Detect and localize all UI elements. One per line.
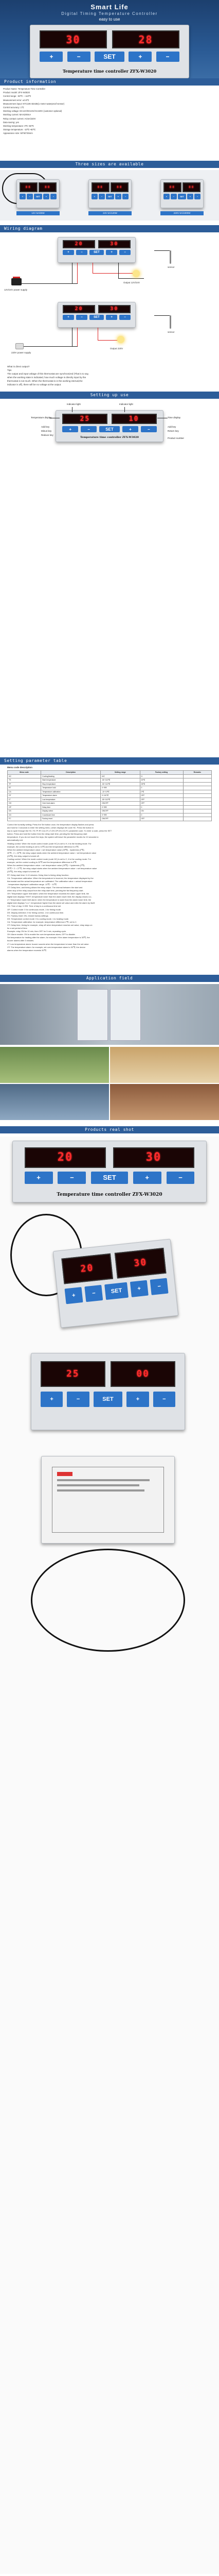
description-line: OH: Alarm enable: ON to enable the over-temperature alarm; OFF to disable.	[7, 933, 76, 936]
table-row	[8, 802, 212, 806]
section-title: Setting up use	[90, 393, 129, 397]
table-cell: Temperature calibration	[41, 790, 101, 794]
table-row	[8, 774, 212, 778]
application-photo-refrigerator	[0, 984, 219, 1045]
size-label-24v: 24V 5A/120W	[88, 211, 132, 215]
note-line: when the working state is indicated, how much voltage is directly input by the	[7, 376, 86, 379]
wiring-caption: 12V/24V power supply	[4, 289, 28, 291]
model-plate: Temperature time controller ZFX-W3020	[62, 68, 157, 74]
wiring-controller-dc: 20 30 + − SET + −	[58, 237, 136, 263]
table-cell: Over heat alarm	[41, 802, 101, 806]
size-product-12v: 88 88 + − SET + −	[16, 179, 60, 208]
description-line: key to cycle through the HC-TS-TP-RT-CA-OT-LT-OH-OP-DS-CD-FC parameter code. To enter a code, press the SET	[7, 829, 112, 833]
description-line: CA: Temperature calibration: for example, temperature difference 2℃, set to 2.	[7, 920, 77, 923]
info-line: Working voltage: DC12V/DC24V/AC220V (customer optional)	[3, 110, 62, 113]
note-tips: Tips	[7, 369, 12, 371]
section-sizes	[0, 161, 219, 168]
table-cell: 0℃	[140, 790, 183, 794]
temperature-display: 30	[40, 30, 106, 48]
table-cell: RT	[8, 786, 41, 790]
table-cell: ON/OFF	[101, 802, 140, 806]
description-line: OP: Control mode: 0 for continuous mode, 1 for timing mode.	[7, 908, 62, 911]
table-row	[8, 805, 212, 809]
wiring-caption: Output 12V/24V	[123, 281, 140, 284]
table-cell	[183, 786, 211, 790]
table-cell: Low temperature	[41, 798, 101, 802]
section-wiring	[0, 225, 219, 232]
table-cell: DS	[8, 809, 41, 814]
add-key-2: +	[129, 52, 152, 62]
table-row	[8, 817, 212, 821]
table-row	[8, 778, 212, 783]
table-cell: 0	[140, 813, 183, 817]
table-cell	[183, 798, 211, 802]
table-cell	[183, 809, 211, 814]
section-real-shot	[0, 1126, 219, 1133]
real-model-plate: Temperature time controller ZFX-W3020	[57, 1192, 162, 1197]
description-line: FC: Factory reset: ON, restore factory settings.	[7, 914, 49, 917]
section-title: Setting parameter table	[4, 758, 67, 763]
table-cell: Temperature alarm	[41, 794, 101, 798]
application-photo-boiler	[110, 1084, 219, 1120]
power-socket-icon	[15, 343, 24, 349]
info-line: Working current: MAX200mA	[3, 113, 31, 116]
hero-controller	[30, 25, 189, 78]
note-line: indicator is off), there will be no voltage at the output.	[7, 383, 62, 386]
info-line: Product Name: Temperature Time Controller	[3, 88, 46, 90]
description-line: OH: Temperature upper limit alarm: when the temperature exceeds the alarm upper limit, the	[7, 892, 89, 895]
callout-add-key-right: Add key	[168, 426, 176, 428]
table-cell: 0~999	[101, 786, 140, 790]
table-header: Setting range	[101, 771, 140, 775]
table-row	[8, 813, 212, 817]
table-cell: 0	[140, 805, 183, 809]
table-cell: Start temperature	[41, 778, 101, 783]
table-row	[8, 794, 212, 798]
table-cell: ON/OFF	[101, 809, 140, 814]
sizes-photo	[0, 170, 219, 221]
application-photo-incubator	[110, 1047, 219, 1083]
wiring-diagram-ac	[0, 300, 219, 357]
brand-title: Smart Life	[90, 3, 129, 11]
info-line: Measurement input: NTC10K B3435(1 meter waterproof sensor)	[3, 102, 65, 105]
bulb-icon	[117, 336, 124, 343]
info-line: Measurement error: ±0.5℃	[3, 98, 29, 101]
callout-reduce-key: Reduce key	[41, 434, 53, 436]
callout-temperature-display: Temperature display	[31, 416, 52, 419]
product-info-list	[3, 87, 216, 135]
table-cell: OFF	[140, 802, 183, 806]
description-line: 25℃ + 2 = 27℃, the relay output starts when the ambient temperature value < set temperature value	[7, 867, 97, 870]
table-cell: OFF	[140, 794, 183, 798]
description-line: LT: Low temperature alarm: buzzer sounds when the temperature is lower than the set value.	[7, 942, 89, 945]
table-cell: OFF	[140, 817, 183, 821]
section-application	[0, 975, 219, 982]
table-cell: 0~110℃	[101, 794, 140, 798]
info-line: Working temperature: 0℃~50℃	[3, 125, 34, 128]
table-cell: 0~999	[101, 805, 140, 809]
table-cell: Countdown time	[41, 813, 101, 817]
table-header: Menu code	[8, 771, 41, 775]
table-cell: Cooling/heating	[41, 774, 101, 778]
table-cell: Stop temperature	[41, 782, 101, 786]
real-shot-front: 20 30 + − SET + − Temperature time controller ZFX-W3020	[12, 1141, 207, 1202]
description-line: temperature. If you do not touch the keys, the system will leave the parameter modes for 10 seconds to	[7, 836, 99, 839]
description-line: Control the humidity setting: Press the Set button once, the temperature display flashes and press	[7, 823, 94, 826]
description-line: CA: Temperature calibration: When the temperature is incorrect, the temperature displayed by the	[7, 876, 94, 879]
table-cell: Temperature hold	[41, 786, 101, 790]
description-line: DS: Display selection: 0 for timing control, 1 for continuous time.	[7, 911, 64, 914]
setting-controller: 25 10 + − SET + − Temperature time controller ZFX-W3020	[56, 410, 163, 442]
description-line: Heating control: When the mode control mode (code HC) is set to H, it is the heating mode. For	[7, 842, 92, 845]
size-label-12v: 12V 5A/60W	[16, 211, 60, 215]
note-line: thermostat is not much. When the thermostat is in the working interval,the	[7, 380, 83, 382]
direct-output-note	[7, 365, 213, 386]
table-cell: CA	[8, 790, 41, 794]
callout-indicator-right: Indicator light	[119, 403, 133, 405]
table-row	[8, 782, 212, 786]
table-cell: H	[140, 774, 183, 778]
size-product-24v: 88 88 + − SET + −	[88, 179, 132, 208]
description-line: buzzer alarms after 3 minutes.	[7, 939, 34, 942]
description-line: example, the control heating is set to 10℃ and the temperature difference is 5℃.	[7, 845, 79, 848]
description-line: example, set the control cooling to 25℃ and the temperature difference is 5℃.	[7, 861, 77, 864]
table-header: Factory setting	[140, 771, 183, 775]
note-question: What is direct output?	[7, 365, 30, 368]
description-line: button. Press and hold the button then the delay start time, pending the flat frequency start	[7, 833, 87, 836]
hero-tagline: easy to use	[99, 17, 120, 22]
wiring-caption: sensor	[168, 266, 175, 268]
section-product-info	[0, 78, 219, 86]
callout-add-key: Add key	[41, 426, 50, 428]
table-cell: CD	[8, 813, 41, 817]
battery-icon	[11, 278, 22, 285]
time-display: 28	[112, 30, 179, 48]
wiring-caption: Output 220V	[110, 347, 123, 350]
info-line: Control range: -50℃ ~ 110℃	[3, 95, 31, 98]
parameter-description	[7, 823, 212, 952]
wiring-caption: sensor	[168, 331, 175, 333]
section-title: Wiring diagram	[4, 226, 43, 231]
description-line: Set temperature for heating after the alarm; for example: if the alarm temperature is 35℃, the	[7, 936, 90, 939]
description-line: Cooling control: When the mode control mode (code HC) is set to C, it is the cooling mode. For	[7, 858, 92, 861]
table-cell: Delay time	[41, 805, 101, 809]
real-shot-area	[0, 1137, 219, 2574]
note-line: The output and input voltage of this thermostat are synchronized (That is to say,	[7, 372, 89, 375]
description-line: LT: Temperature lower limit alarm: when the temperature is lower than the alarm lower limit, the	[7, 899, 92, 902]
description-line: When the ambient temperature value < set temperature value (25℃) - hysteresis (2℃)	[7, 848, 84, 851]
info-line: Data saving: yes	[3, 121, 19, 124]
section-title: Three sizes are available	[75, 162, 144, 166]
hero-subtitle: Digital Timing Temperature Controller	[61, 11, 158, 16]
section-title: Products real shot	[85, 1127, 134, 1132]
sensor-probe-icon	[170, 315, 171, 329]
minus-key: −	[67, 52, 90, 62]
info-line: Storage temperature: -10℃~60℃	[3, 128, 36, 131]
info-line: Relay contact current: AC5A/220V	[3, 117, 36, 120]
table-cell	[183, 802, 211, 806]
table-row	[8, 786, 212, 790]
table-cell: 0	[140, 786, 183, 790]
description-line: CD: Time of day: 0-999: Time of day is a continuous time set.	[7, 905, 62, 908]
table-row	[8, 809, 212, 814]
wiring-controller-ac: 20 30 + − SET + −	[58, 302, 136, 328]
table-cell: -50~110℃	[101, 798, 140, 802]
description-line: automatically exit.	[7, 839, 23, 842]
description-line: OT: The temperature alarm: for example, set over-temperature alarm to 30℃; the device	[7, 945, 86, 948]
size-label-220v: 220V 5A/1000W	[160, 211, 204, 215]
table-row	[8, 798, 212, 802]
real-temp-display: 20	[25, 1147, 106, 1168]
application-photo-greenhouse	[0, 1047, 109, 1083]
description-line: Example: relay ON for 10 min, then OFF for 5 min, repeating cycle.	[7, 930, 67, 933]
table-cell: TP	[8, 782, 41, 786]
description-line: and hold for 3 seconds to enter the setting menu, which displays the code HC. Press the button in	[7, 826, 94, 829]
section-title: Product information	[4, 79, 57, 84]
table-cell: ON/OFF	[101, 817, 140, 821]
callout-time-display: Time display	[168, 416, 181, 419]
size-product-220v: 88 88 + − SET + −	[160, 179, 204, 208]
table-header: Description	[41, 771, 101, 775]
parameter-table	[7, 770, 212, 821]
minus-key-2: −	[156, 52, 179, 62]
real-cable-coil	[31, 1549, 185, 1652]
section-parameter-table	[0, 757, 219, 765]
description-line: (25℃), the relay output is turned off.	[7, 854, 40, 857]
description-line: RT: Delay start time: 0-10 minutes: Delay time is timing delay function.	[7, 873, 69, 876]
real-time-display: 30	[113, 1147, 195, 1168]
section-setting-up	[0, 392, 219, 399]
wiring-caption: 220V power supply	[11, 351, 31, 354]
callout-indicator-left: Indicator light	[67, 403, 81, 405]
table-cell: ON	[140, 809, 183, 814]
info-line: Product model: ZFX-W3020	[3, 91, 30, 94]
description-line: When the ambient temperature value > set temperature value (25℃) + hysteresis (2℃)	[7, 864, 85, 867]
sensor-probe-icon	[170, 250, 171, 264]
description-line: - temperature displayed: calibration range -10℃ ~ 10℃.	[7, 883, 58, 886]
table-cell: Factory reset	[41, 817, 101, 821]
table-cell	[183, 778, 211, 783]
info-line: Control accuracy: 1℃	[3, 106, 24, 109]
table-cell: OFF	[140, 798, 183, 802]
description-line: OT: Delay time, timing for example, relay off when temperature reaches set value; relay stays on	[7, 924, 93, 926]
table-cell: HC	[8, 774, 41, 778]
table-cell	[183, 805, 211, 809]
description-line: 25℃ - 2 = 23℃, the relay output starts when the ambient temperature value > set temperature value	[7, 851, 97, 854]
real-shot-side: 25 00 + − SET + −	[31, 1353, 185, 1430]
table-cell: LT	[8, 798, 41, 802]
table-cell: H/C	[101, 774, 140, 778]
table-cell: 0~999	[101, 813, 140, 817]
callout-product-number: Product number	[168, 437, 185, 439]
set-key: SET	[95, 52, 125, 62]
bulb-icon	[133, 270, 140, 277]
description-line: digital tube displays “LLL”; temperature higher than the alarm set value and exits the alarm by itself.	[7, 902, 96, 905]
table-header: Remarks	[183, 771, 211, 775]
real-shot-angled: 20 30 + − SET + −	[53, 1239, 178, 1328]
callout-minus-key: Minus key	[41, 430, 52, 432]
table-cell: OP	[8, 805, 41, 809]
description-line: (25℃), the relay output is turned off.	[7, 870, 40, 873]
description-line: for a set period of time.	[7, 927, 28, 930]
table-cell	[183, 794, 211, 798]
param-table-title: Menu code description	[7, 766, 33, 769]
table-cell	[183, 790, 211, 794]
hero-banner	[0, 0, 219, 82]
table-cell: OT	[8, 794, 41, 798]
section-title: Application field	[86, 976, 133, 980]
application-photo-aquarium	[0, 1084, 109, 1120]
description-line: OT: Delay time, and timing allows the relay output. The interval between the start and	[7, 886, 83, 889]
table-cell: FC	[8, 817, 41, 821]
table-cell	[183, 782, 211, 786]
description-line: DS: Temperature control mode: 0 to cooling mode; 1 to heating mode.	[7, 917, 69, 920]
callout-return-key: Return key	[168, 430, 179, 432]
table-cell: Display select	[41, 809, 101, 814]
wiring-diagram-dc	[0, 235, 219, 295]
table-cell: 25℃	[140, 782, 183, 786]
table-cell: -10~10℃	[101, 790, 140, 794]
description-line: alarms when the temperature exceeds 30℃.	[7, 948, 47, 952]
table-row	[8, 790, 212, 794]
table-cell: OH	[8, 802, 41, 806]
real-shot-back	[41, 1456, 175, 1544]
table-cell: -50~110℃	[101, 782, 140, 786]
description-line: when stop of the relay output from the relay start time, pending the flat frequency start.	[7, 889, 84, 892]
description-line: thermostat and the actual temperature are calibrated. The calibration value = actual temperature	[7, 879, 93, 883]
table-cell	[183, 774, 211, 778]
table-cell: 20℃	[140, 778, 183, 783]
table-cell: -50~110℃	[101, 778, 140, 783]
description-line: digital tube displays “HHH”; temperature lower than the alarm lower limit, the display shows LLL.	[7, 895, 93, 899]
table-cell	[183, 817, 211, 821]
table-cell	[183, 813, 211, 817]
info-line: Appearance size: 50*50*25mm	[3, 132, 33, 135]
add-key: +	[40, 52, 63, 62]
table-cell: TS	[8, 778, 41, 783]
